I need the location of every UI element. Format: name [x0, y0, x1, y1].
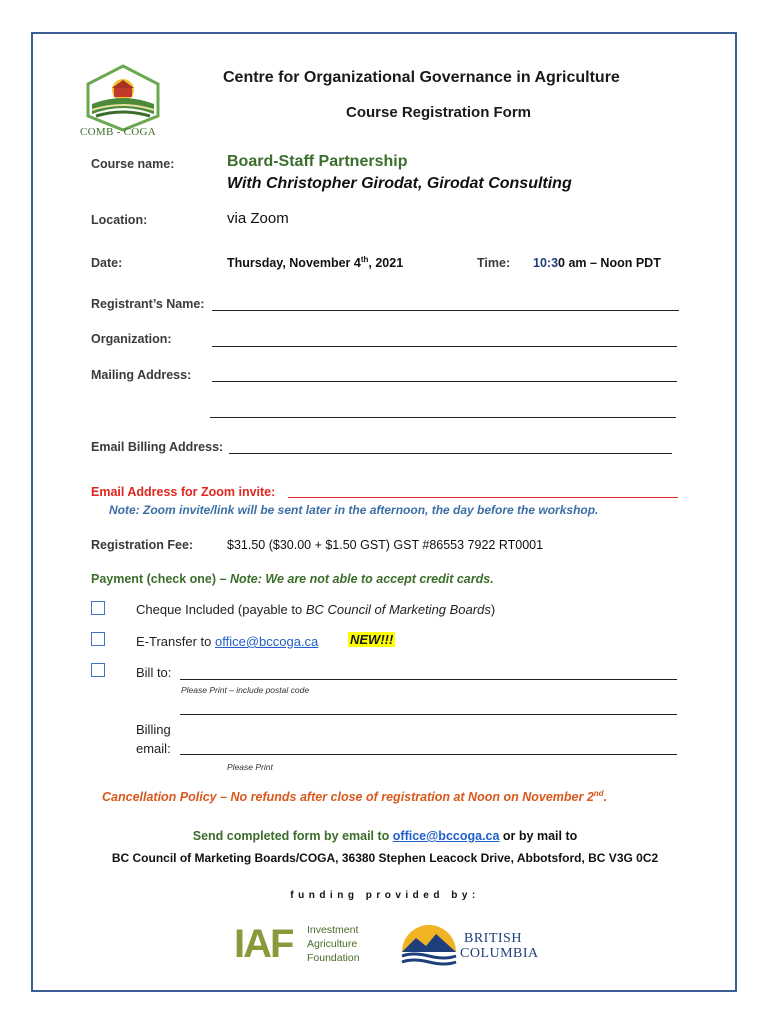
time-label: Time:: [477, 256, 511, 270]
date-value: [227, 255, 403, 270]
bc-sun-mountain-icon: [398, 922, 460, 966]
bill-to-label: Bill to:: [136, 665, 172, 680]
mailing-address-field-2[interactable]: [210, 417, 676, 418]
page-title: Centre for Organizational Governance in Agriculture: [223, 69, 620, 86]
billing-email-field[interactable]: [180, 754, 677, 755]
bc-line2: COLUMBIA: [460, 946, 539, 961]
bc-logo: [398, 922, 548, 968]
date-main: Thursday, November 4: [227, 256, 361, 271]
bill-to-note: Please Print – include postal code: [181, 685, 310, 695]
cancellation-text: Cancellation Policy – No refunds after close of registration at Noon on November 2: [102, 790, 594, 805]
send-text-2: or by mail to: [499, 829, 578, 843]
registrant-name-label: Registrant’s Name:: [91, 297, 205, 311]
zoom-email-field[interactable]: [288, 497, 678, 498]
registration-fee-value: $31.50 ($30.00 + $1.50 GST) GST #86553 7922 RT0001: [227, 538, 544, 552]
cheque-checkbox[interactable]: [91, 601, 105, 615]
cancellation-period: .: [603, 790, 608, 805]
billing-email-label-1: Billing: [136, 722, 171, 737]
email-billing-label: Email Billing Address:: [91, 440, 224, 454]
iaf-letters: IAF: [234, 922, 293, 966]
etransfer-checkbox[interactable]: [91, 632, 105, 646]
bc-line1: BRITISH: [464, 931, 522, 946]
etransfer-email-link[interactable]: office@bccoga.ca: [214, 634, 319, 649]
bill-to-field-2[interactable]: [180, 714, 677, 715]
organization-label: Organization:: [91, 332, 172, 346]
location-value: via Zoom: [227, 210, 289, 227]
course-name-label: Course name:: [91, 157, 175, 171]
etransfer-text: E-Transfer to: [136, 634, 215, 649]
send-email-link[interactable]: office@bccoga.ca: [392, 829, 500, 843]
iaf-line3: Foundation: [307, 952, 360, 964]
billing-email-label-2: email:: [136, 741, 171, 756]
cancellation-ordinal: nd: [593, 789, 604, 798]
send-instructions: [0, 829, 770, 843]
new-badge: NEW!!!: [350, 632, 394, 647]
organization-field[interactable]: [212, 346, 677, 347]
course-name-line1: Board-Staff Partnership: [227, 153, 408, 170]
registrant-name-field[interactable]: [212, 310, 679, 311]
location-label: Location:: [91, 213, 148, 227]
zoom-note: Note: Zoom invite/link will be sent later in the afternoon, the day before the workshop.: [109, 503, 599, 517]
time-start: 10:3: [533, 256, 559, 270]
send-text: Send completed form by email to: [192, 829, 393, 843]
iaf-logo: [234, 922, 384, 968]
email-billing-field[interactable]: [229, 453, 672, 454]
course-name-line2: With Christopher Girodat, Girodat Consulting: [227, 175, 572, 192]
form-subtitle: Course Registration Form: [346, 104, 532, 121]
funding-heading: funding provided by:: [290, 890, 480, 901]
date-label: Date:: [91, 256, 123, 270]
logo-text: COMB - COGA: [80, 126, 157, 138]
payment-heading-note: Note: We are not able to accept credit cards.: [229, 572, 494, 586]
cancellation-policy: [102, 789, 607, 804]
mailing-address-label: Mailing Address:: [91, 368, 192, 382]
zoom-email-label: Email Address for Zoom invite:: [91, 485, 276, 499]
payment-heading-main: Payment (check one) –: [91, 572, 230, 586]
cheque-text: Cheque Included (payable to: [136, 602, 306, 617]
payment-heading: [91, 572, 494, 586]
date-year: , 2021: [368, 256, 404, 271]
cheque-option-label: [136, 602, 495, 617]
iaf-line2: Agriculture: [307, 938, 358, 950]
cheque-payee: BC Council of Marketing Boards: [305, 602, 491, 617]
bill-to-checkbox[interactable]: [91, 663, 105, 677]
comb-coga-logo: [78, 64, 168, 144]
registration-fee-label: Registration Fee:: [91, 538, 194, 552]
farm-logo-icon: [78, 64, 168, 132]
etransfer-option-label: [136, 634, 318, 649]
billing-email-note: Please Print: [227, 762, 273, 772]
date-ordinal: th: [360, 255, 369, 264]
time-rest: 0 am – Noon PDT: [558, 256, 661, 270]
time-value: [533, 256, 661, 270]
bill-to-field[interactable]: [180, 679, 677, 680]
iaf-line1: Investment: [307, 924, 359, 936]
mailing-address: BC Council of Marketing Boards/COGA, 36380 Stephen Leacock Drive, Abbotsford, BC V3G 0C2: [111, 851, 659, 865]
cheque-close: ): [490, 602, 496, 617]
mailing-address-field-1[interactable]: [212, 381, 677, 382]
